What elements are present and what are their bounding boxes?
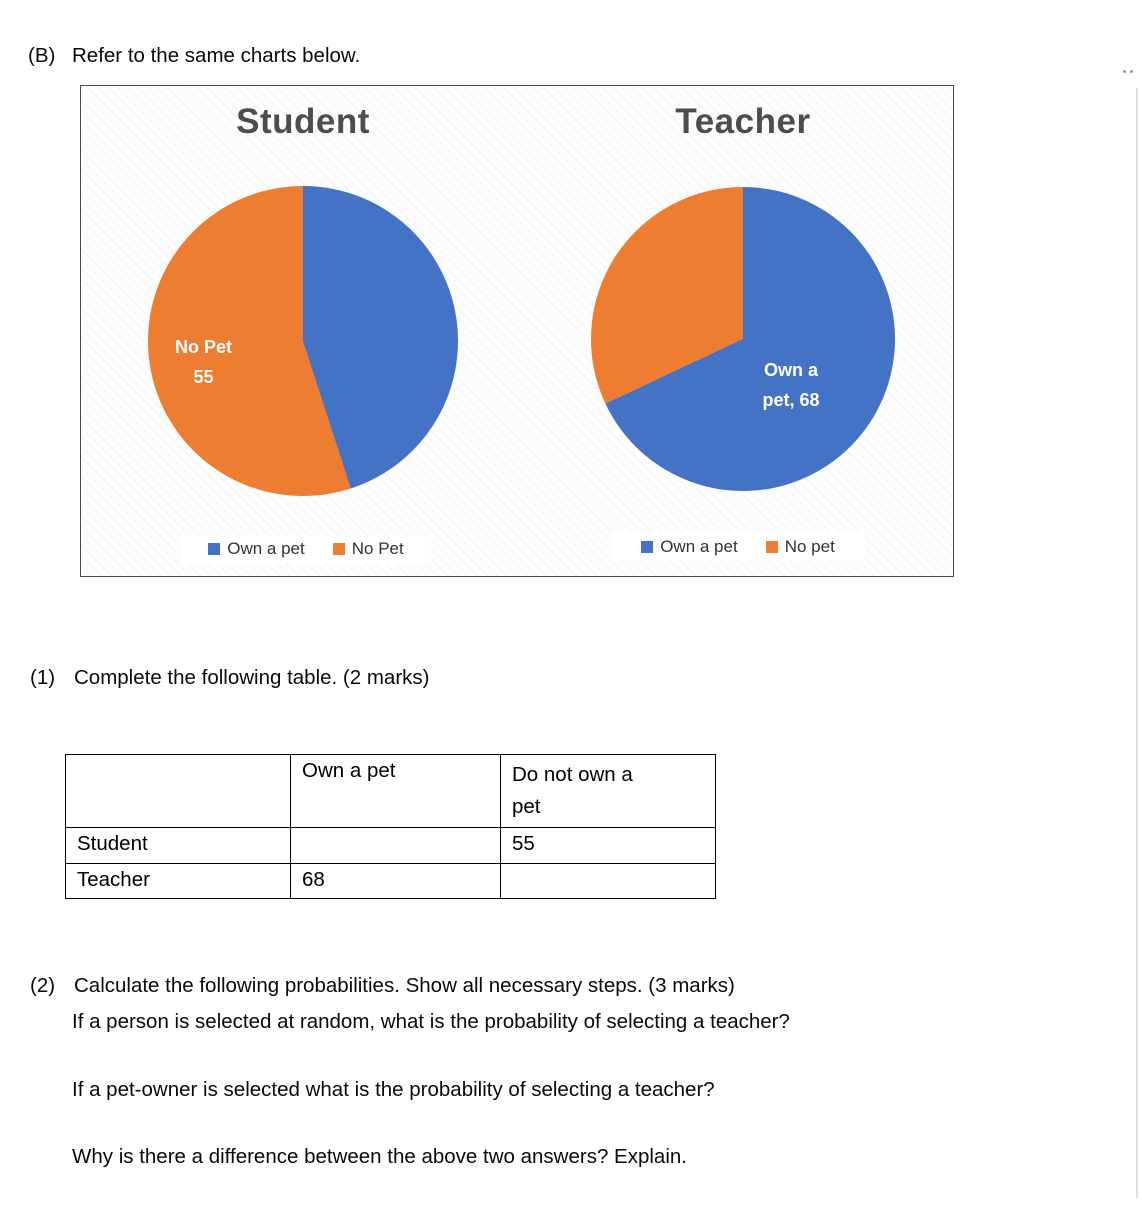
question-2-line-2: If a pet-owner is selected what is the probability of selecting a teacher? [72, 1078, 715, 1101]
table-cell-teacher-own: 68 [291, 863, 501, 898]
teacher-chart-title: Teacher [675, 102, 811, 141]
student-legend-item-own-a-pet [208, 539, 305, 559]
student-pie-data-label [156, 332, 251, 392]
question-2-text: Calculate the following probabilities. Show all necessary steps. (3 marks) [74, 974, 735, 997]
table-row-teacher [66, 863, 716, 898]
heading-part-b [28, 44, 360, 68]
teacher-pie-data-label [737, 355, 845, 415]
table-header-do-not-own: Do not own a pet [501, 755, 716, 828]
table-cell-teacher-label: Teacher [66, 863, 291, 898]
table-header-row [66, 755, 716, 828]
teacher-legend [611, 533, 865, 561]
question-2-line-3: Why is there a difference between the above two answers? Explain. [72, 1145, 687, 1168]
student-pie-data-label-line1: No Pet [174, 337, 232, 357]
page-edge-line [1136, 88, 1138, 1198]
teacher-pie-chart [591, 187, 895, 491]
table-cell-student-label: Student [66, 827, 291, 863]
table-cell-teacher-not-own[interactable] [501, 863, 716, 898]
student-legend [181, 535, 431, 563]
teacher-pie-data-label-line1: Own a [763, 360, 818, 380]
scroll-dots-icon [1123, 70, 1133, 73]
charts-panel [80, 85, 954, 577]
pet-ownership-table [65, 754, 716, 899]
question-1-text: Complete the following table. (2 marks) [74, 666, 430, 689]
heading-part-b-label: (B) [28, 44, 56, 67]
question-2-line-1: If a person is selected at random, what is the probability of selecting a teacher? [72, 1010, 790, 1033]
teacher-legend-label-no-pet: No pet [784, 537, 835, 556]
heading-part-b-text: Refer to the same charts below. [72, 44, 361, 67]
table-header-blank [66, 755, 291, 828]
legend-swatch-blue-icon [208, 543, 220, 555]
student-legend-label-own-a-pet: Own a pet [227, 539, 305, 558]
question-1-heading [30, 666, 430, 690]
table-header-own-a-pet: Own a pet [291, 755, 501, 828]
legend-swatch-blue-icon [641, 541, 653, 553]
student-chart-title: Student [236, 102, 370, 141]
table-cell-student-own[interactable] [291, 827, 501, 863]
question-2-heading [30, 974, 735, 998]
teacher-legend-label-own-a-pet: Own a pet [660, 537, 738, 556]
teacher-legend-item-own-a-pet [641, 537, 738, 557]
teacher-pie-data-label-line2: pet, 68 [762, 390, 820, 410]
table-row-student [66, 827, 716, 863]
legend-swatch-orange-icon [333, 543, 345, 555]
student-pie-data-label-line2: 55 [193, 367, 214, 387]
question-1-label: (1) [30, 666, 56, 689]
legend-swatch-orange-icon [766, 541, 778, 553]
student-legend-item-no-pet [333, 539, 404, 559]
question-2-label: (2) [30, 974, 56, 997]
table-cell-student-not-own: 55 [501, 827, 716, 863]
teacher-legend-item-no-pet [766, 537, 835, 557]
student-pie-chart [148, 186, 458, 496]
student-legend-label-no-pet: No Pet [351, 539, 404, 558]
